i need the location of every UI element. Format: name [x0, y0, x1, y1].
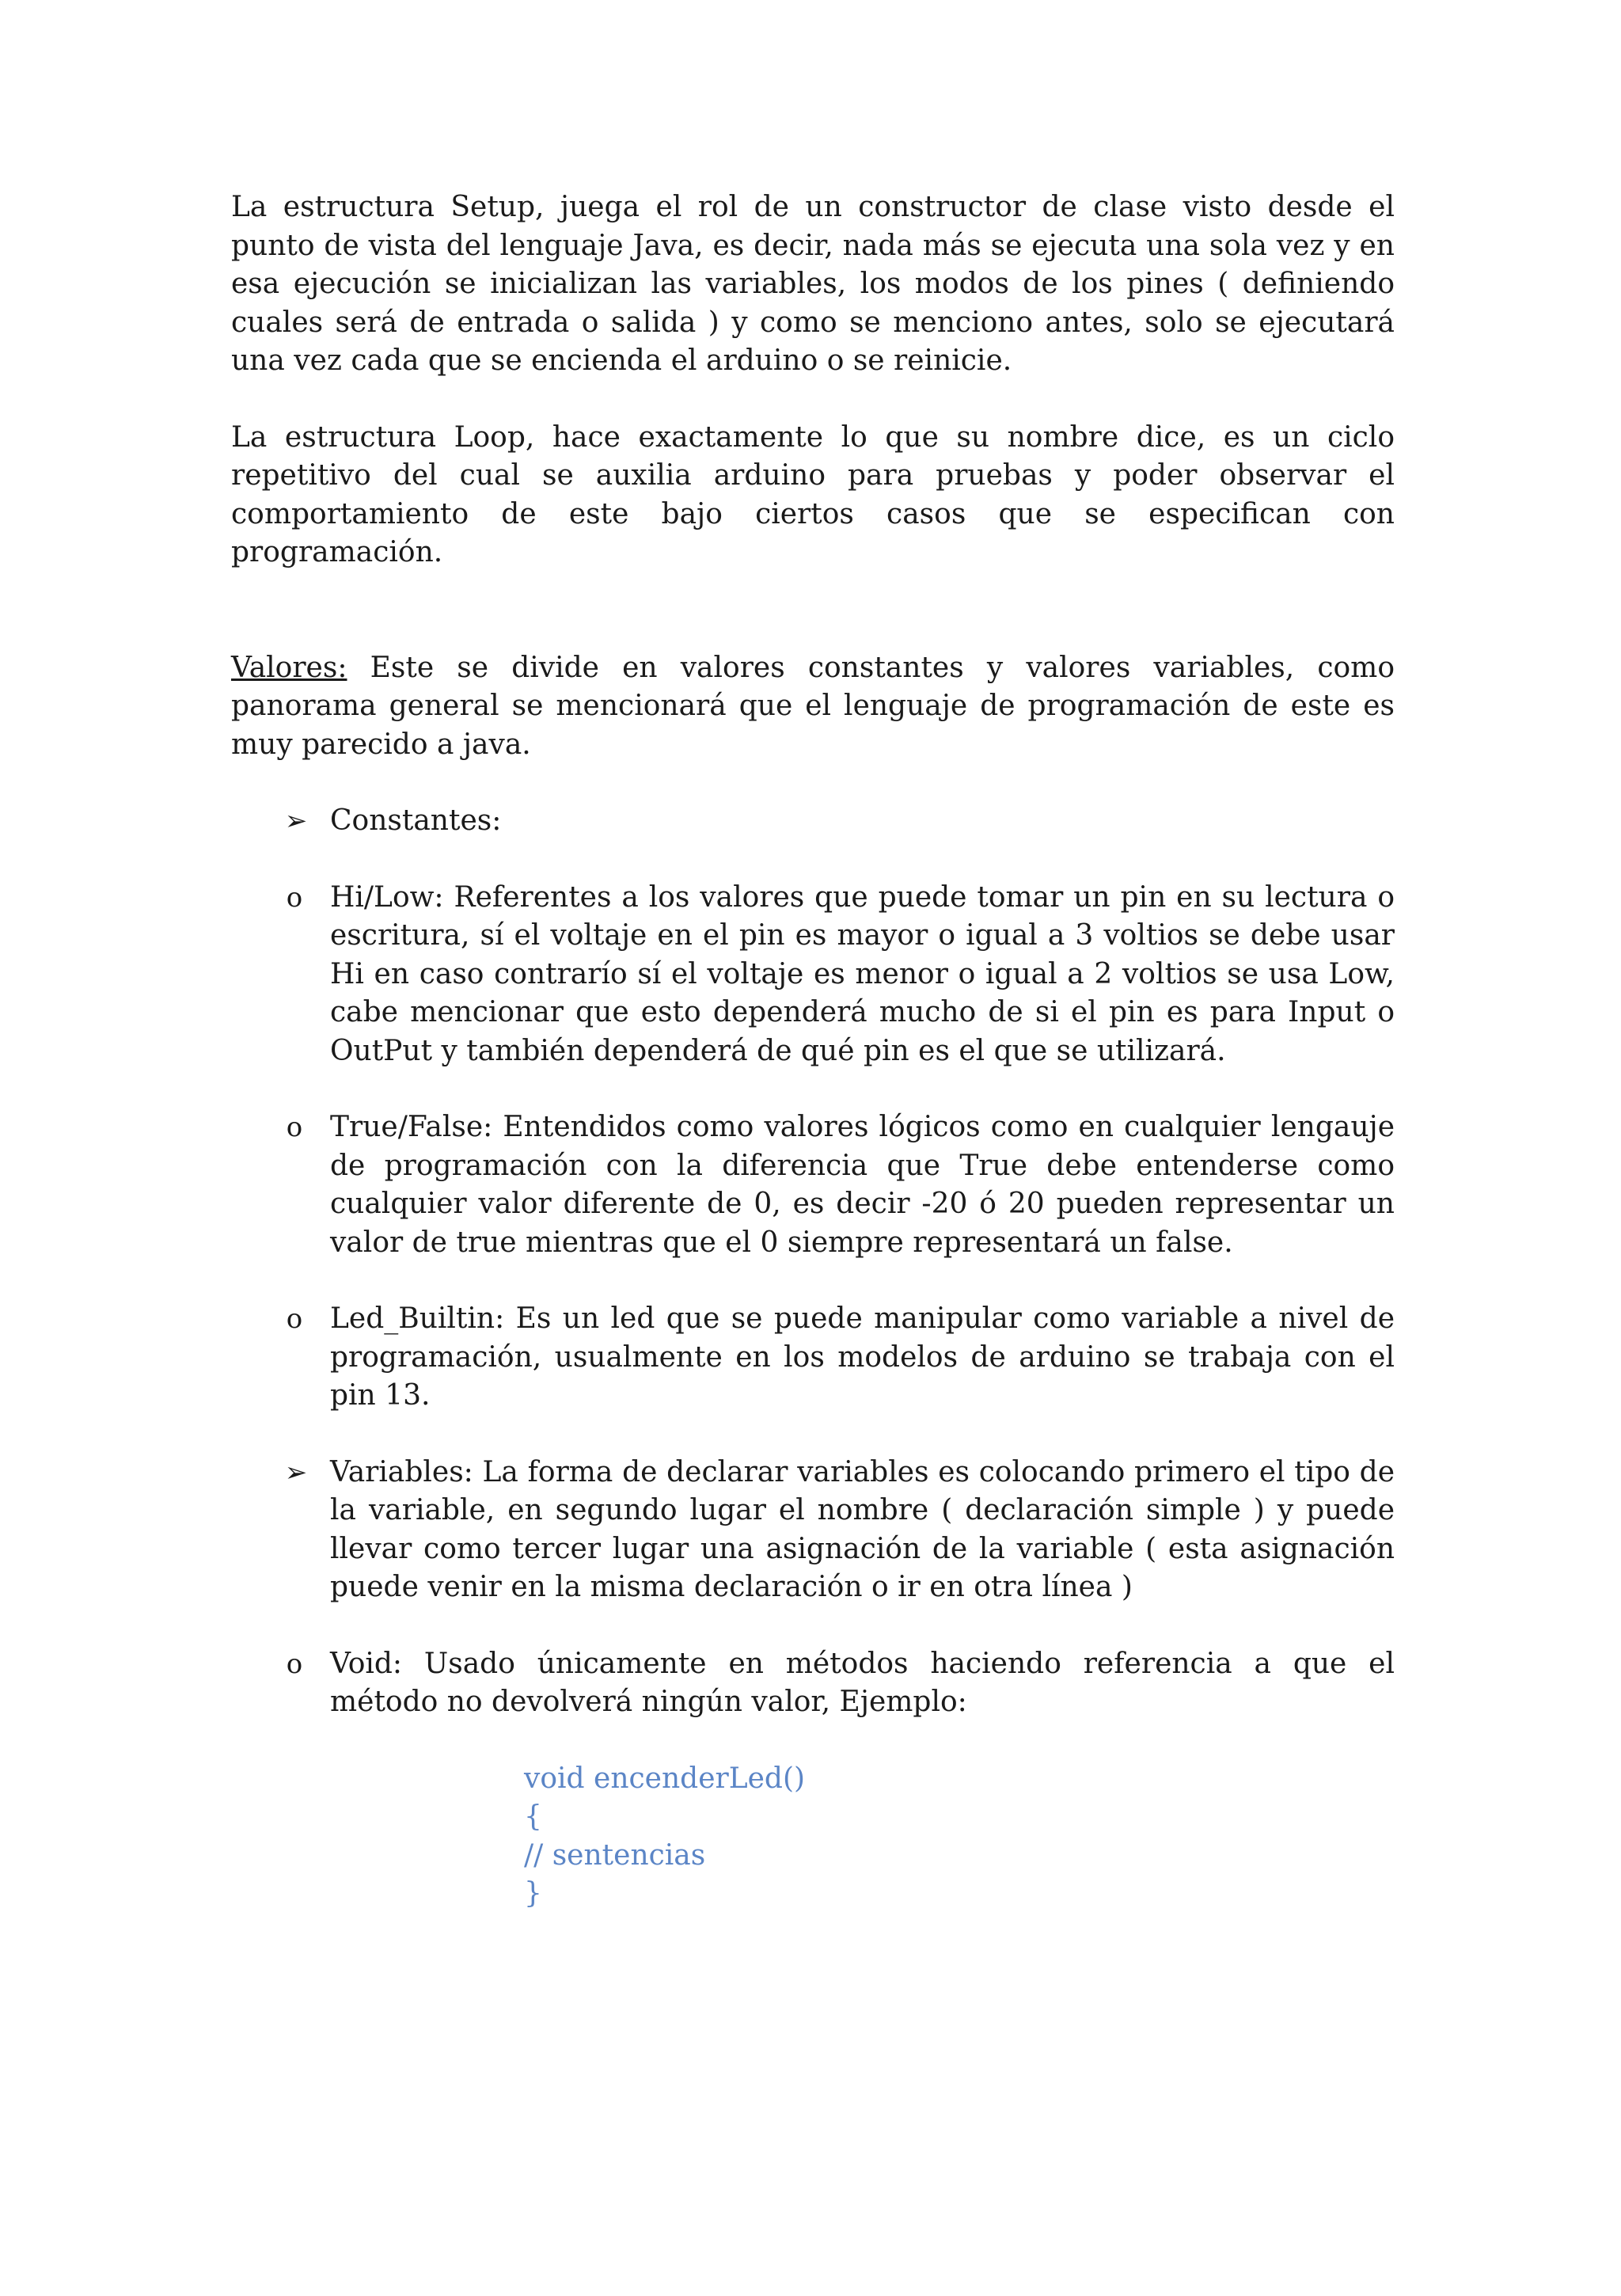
arrow-bullet-icon: ➢: [284, 805, 308, 837]
bullet-void-text: Void: Usado únicamente en métodos haciendo referencia a que el método no devolverá ningún valor, Ejemplo:: [330, 1647, 1395, 1718]
loop-paragraph: La estructura Loop, hace exactamente lo que su nombre dice, es un ciclo repetitivo del cual se auxilia arduino para pruebas y poder observar el comportamiento de este bajo ciertos casos que se especifican con programación.: [231, 420, 1395, 568]
setup-paragraph: La estructura Setup, juega el rol de un constructor de clase visto desde el punto de vista del lenguaje Java, es decir, nada más se ejecuta una sola vez y en esa ejecución se inicializan las variables, los modos de los pines ( definiendo cuales será de entrada o salida ) y como se menciono antes, solo se ejecutará una vez cada que se encienda el arduino o se reinicie.: [231, 191, 1395, 377]
document-body: [231, 188, 1395, 1914]
circle-bullet-icon: o: [286, 1648, 303, 1680]
code-line: // sentencias: [524, 1838, 706, 1872]
arrow-bullet-icon: ➢: [284, 1456, 308, 1488]
valores-paragraph: [231, 649, 1395, 765]
circle-bullet-icon: o: [286, 881, 303, 914]
bullet-constantes-text: Constantes:: [330, 804, 502, 837]
bullet-ledbuiltin-text: Led_Builtin: Es un led que se puede manipular como variable a nivel de programación, usualmente en los modelos de arduino se trabaja con el pin 13.: [330, 1302, 1395, 1412]
bullet-ledbuiltin: [231, 1300, 1395, 1416]
bullet-truefalse: [231, 1108, 1395, 1262]
code-line: }: [524, 1877, 542, 1910]
bullet-variables-text: Variables: La forma de declarar variables es colocando primero el tipo de la variable, en segundo lugar el nombre ( declaración simple ) y puede llevar como tercer lugar una asignación de la variable ( esta asignación puede venir en la misma declaración o ir en otra línea ): [330, 1455, 1395, 1603]
code-line: {: [524, 1800, 542, 1833]
bullet-truefalse-text: True/False: Entendidos como valores lógicos como en cualquier lengauje de programación con la diferencia que True debe entenderse como cualquier valor diferente de 0, es decir -20 ó 20 pueden representar un valor de true mientras que el 0 siempre representará un false.: [330, 1111, 1395, 1259]
bullet-hilow-text: Hi/Low: Referentes a los valores que puede tomar un pin en su lectura o escritura, sí el voltaje en el pin es mayor o igual a 3 voltios se debe usar Hi en caso contrarío sí el voltaje es menor o igual a 2 voltios se usa Low, cabe mencionar que esto dependerá mucho de si el pin es para Input o OutPut y también dependerá de qué pin es el que se utilizará.: [330, 880, 1395, 1067]
valores-heading: Valores:: [231, 651, 347, 684]
bullet-variables: [231, 1454, 1395, 1607]
valores-text: Este se divide en valores constantes y valores variables, como panorama general se mencionará que el lenguaje de programación de este es muy parecido a java.: [231, 651, 1395, 761]
code-line: void encenderLed(): [524, 1762, 806, 1795]
bullet-void: [231, 1645, 1395, 1722]
bullet-constantes: [231, 802, 1395, 841]
circle-bullet-icon: o: [286, 1112, 303, 1143]
bullet-hilow: [231, 879, 1395, 1071]
code-example: [524, 1760, 1395, 1914]
circle-bullet-icon: o: [286, 1303, 303, 1335]
